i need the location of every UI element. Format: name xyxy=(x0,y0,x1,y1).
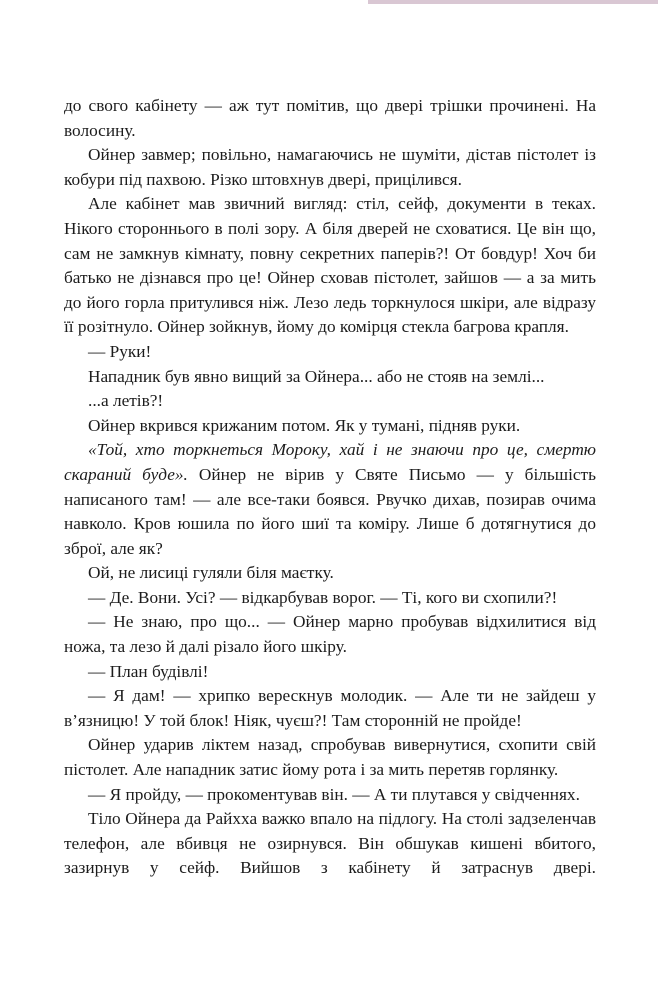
paragraph-14: Ойнер ударив ліктем назад, спробував вивернутися, схопити свій пістолет. Але нападник затис йому рота і за мить перетяв горлянку. xyxy=(64,735,596,780)
paragraph-9: Ой, не лисиці гуляли біля маєтку. xyxy=(88,563,334,583)
top-border-strip xyxy=(368,0,658,4)
paragraph-5: Нападник був явно вищий за Ойнера... або не стояв на землі... xyxy=(88,366,545,386)
paragraph-13: — Я дам! — хрипко верескнув молодик. — Але ти не зайдеш у в’язницю! У той блок! Ніяк, чуєш?! Там сторонній не пройде! xyxy=(64,686,596,730)
paragraph-7: Ойнер вкрився крижаним потом. Як у тумані, підняв руки. xyxy=(88,415,521,435)
paragraph-10: — Де. Вони. Усі? — відкарбував ворог. — Ті, кого ви схопили?! xyxy=(88,587,558,607)
paragraph-4: — Руки! xyxy=(88,341,152,361)
paragraph-8 xyxy=(64,438,596,561)
paragraph-1: до свого кабінету — аж тут помітив, що двері трішки прочинені. На волосину. xyxy=(64,96,596,140)
paragraph-15: — Я пройду, — прокоментував він. — А ти плутався у свідченнях. xyxy=(88,784,580,804)
paragraph-16: Тіло Ойнера да Райхха важко впало на підлогу. На столі задзеленчав телефон, але вбивця не озирнувся. Він обшукав кишені вбитого, зазирнув у сейф. Вийшов з кабінету й затраснув двері. xyxy=(64,809,596,878)
paragraph-6: ...а летів?! xyxy=(88,391,164,411)
paragraph-12: — План будівлі! xyxy=(88,661,209,681)
paragraph-2: Ойнер завмер; повільно, намагаючись не шуміти, дістав пістолет із кобури під пахвою. Різко штовхнув двері, прицілився. xyxy=(64,145,596,189)
paragraph-3: Але кабінет мав звичний вигляд: стіл, сейф, документи в теках. Нікого стороннього в полі зору. А біля дверей не сховатися. Це він що, сам не замкнув кімнату, повну секретних паперів?! От бовдур! Хоч би батько не дізнався про це! Ойнер сховав пістолет, зайшов — а за мить до його горла притулився ніж. Лезо ледь торкнулося шкіри, але відразу її розітнуло. Ойнер зойкнув, йому до комірця стекла багрова крапля. xyxy=(64,194,596,337)
scripture-quote: «Той, хто торкнеться Мороку, хай і не знаючи про це, смертю скараний буде». xyxy=(64,440,596,484)
paragraph-11: — Не знаю, про що... — Ойнер марно пробував відхилитися від ножа, та лезо й далі різало його шкіру. xyxy=(64,612,596,657)
paragraph-8-body: Ойнер не вірив у Святе Письмо — у більшість написаного там! — але все-таки боявся. Рвучко дихав, позирав очима навколо. Кров юшила по його шиї та коміру. Лише б дотягнутися до зброї, але як? xyxy=(64,464,596,558)
page-text-block xyxy=(64,94,596,881)
